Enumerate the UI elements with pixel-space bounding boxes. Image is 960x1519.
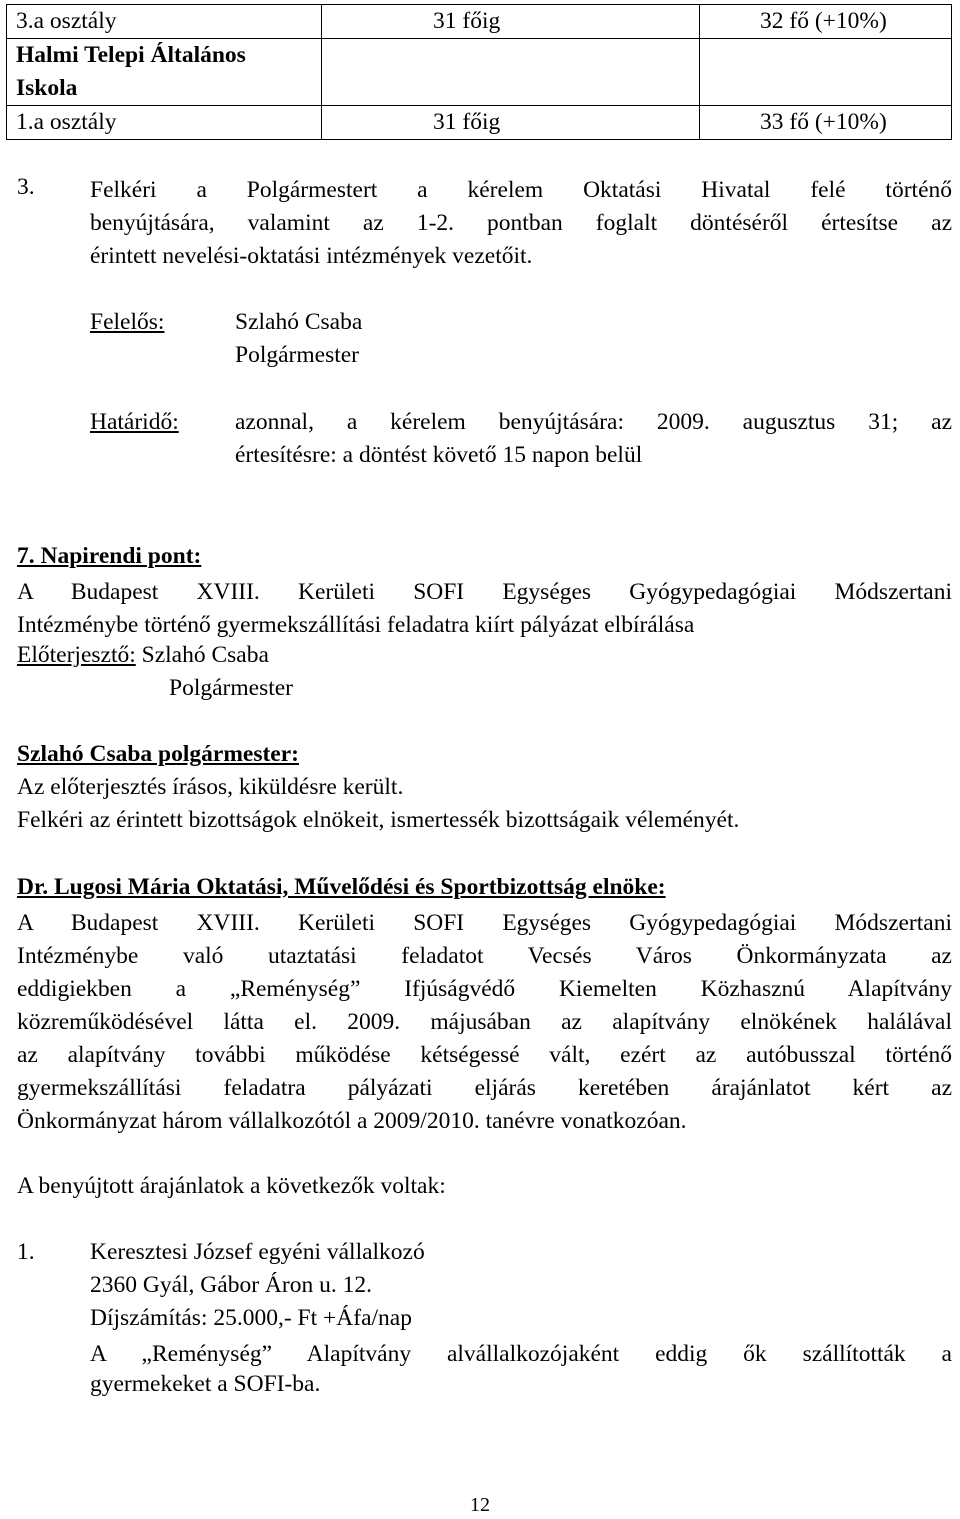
table-row [7,106,952,140]
school-name-cell [7,39,322,106]
presenter-label: Előterjesztő: [17,642,136,668]
offer-fee: Díjszámítás: 25.000,- Ft +Áfa/nap [90,1305,412,1331]
paragraph-line: benyújtására, valamint az 1-2. pontban foglalt döntéséről értesítse az [90,210,952,236]
deadline-text: azonnal, a kérelem benyújtására: 2009. augusztus 31; az [235,409,952,435]
speech-line: gyermekszállítási feladatra pályázati eljárás keretében árajánlatot kért az [17,1075,952,1101]
speech-line: Önkormányzat három vállalkozótól a 2009/2010. tanévre vonatkozóan. [17,1108,687,1134]
speech-line: az alapítvány további működése kétségessé vált, ezért az autóbusszal történő [17,1042,952,1068]
responsible-label: Felelős: [90,309,165,335]
table-cell: 31 főig [322,106,700,140]
table-cell [700,39,952,106]
offer-name: Keresztesi József egyéni vállalkozó [90,1239,425,1265]
offer-note-line: A „Reménység” Alapítvány alvállalkozójaként eddig ők szállították a [90,1341,952,1367]
table-cell: 32 fő (+10%) [700,5,952,39]
table-cell: 31 főig [322,5,700,39]
school-name-line: Halmi Telepi Általános [16,42,246,68]
speech-line: Felkéri az érintett bizottságok elnökeit, ismertessék bizottságaik véleményét. [17,807,740,833]
table-row [7,5,952,39]
paragraph-line: Felkéri a Polgármestert a kérelem Oktatási Hivatal felé történő [90,177,952,203]
table-cell: 33 fő (+10%) [700,106,952,140]
paragraph-line: érintett nevelési-oktatási intézmények vezetőit. [90,243,533,269]
table-cell: 3.a osztály [7,5,322,39]
agenda-subject-line: Intézménybe történő gyermekszállítási feladatra kiírt pályázat elbírálása [17,612,695,638]
agenda-heading: 7. Napirendi pont: [17,543,202,569]
presenter-title: Polgármester [169,675,293,701]
presenter-row [17,642,269,669]
agenda-subject-line: A Budapest XVIII. Kerületi SOFI Egységes Gyógypedagógiai Módszertani [17,579,952,605]
responsible-name: Szlahó Csaba [235,309,363,335]
speech-line: A Budapest XVIII. Kerületi SOFI Egységes Gyógypedagógiai Módszertani [17,910,952,936]
school-name-line: Iskola [16,75,78,101]
list-number: 1. [17,1239,35,1265]
class-size-table [6,4,952,140]
speech-line: közreműködésével látta el. 2009. májusában az alapítvány elnökének halálával [17,1009,952,1035]
speech-line: eddigiekben a „Reménység” Ifjúságvédő Kiemelten Közhasznú Alapítvány [17,976,952,1002]
presenter-name: Szlahó Csaba [141,642,269,668]
deadline-text: értesítésre: a döntést követő 15 napon belül [235,442,643,468]
speaker-heading: Szlahó Csaba polgármester: [17,741,299,767]
speech-line: Az előterjesztés írásos, kiküldésre került. [17,774,404,800]
table-cell: 1.a osztály [7,106,322,140]
speech-line: Intézménybe való utaztatási feladatot Vecsés Város Önkormányzata az [17,943,952,969]
responsible-title: Polgármester [235,342,359,368]
speaker-heading: Dr. Lugosi Mária Oktatási, Művelődési és Sportbizottság elnöke: [17,874,666,900]
table-row [7,39,952,106]
table-cell [322,39,700,106]
offers-intro: A benyújtott árajánlatok a következők voltak: [17,1173,446,1199]
deadline-label: Határidő: [90,409,179,435]
offer-address: 2360 Gyál, Gábor Áron u. 12. [90,1272,372,1298]
point-number: 3. [17,174,35,200]
page-number: 12 [470,1494,490,1516]
offer-note-line: gyermekeket a SOFI-ba. [90,1371,321,1397]
